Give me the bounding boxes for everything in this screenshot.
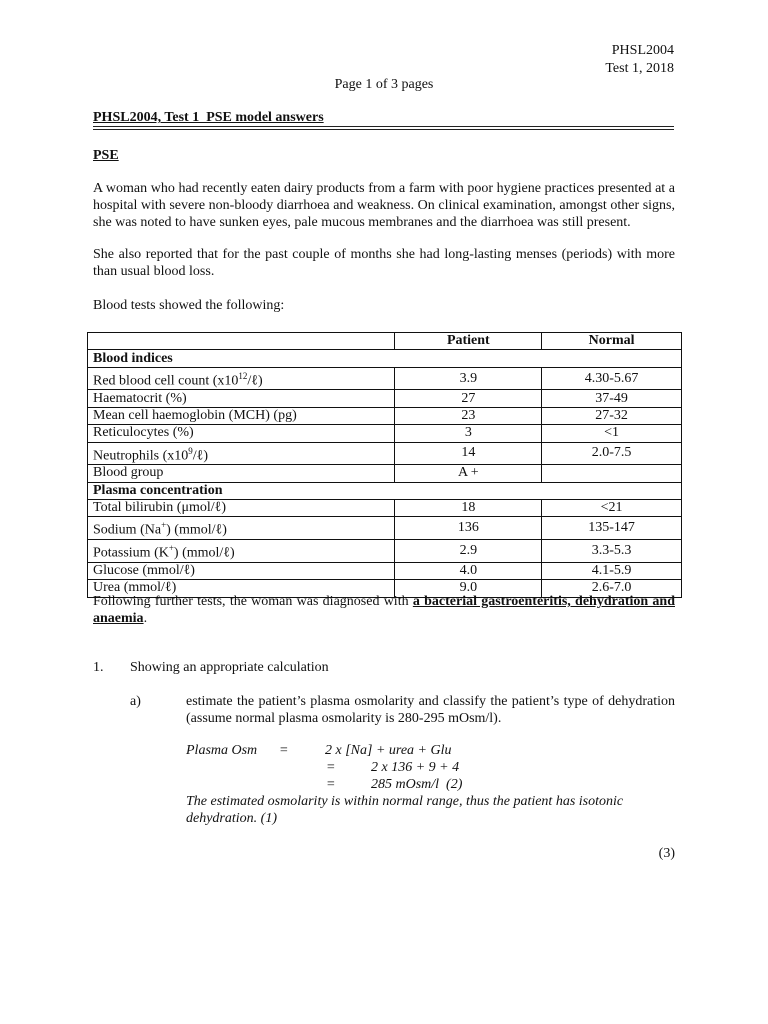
blood-test-table <box>87 332 682 598</box>
calc-eq-1: = <box>279 743 289 758</box>
normal-range-cell: <1 <box>542 425 682 442</box>
diagnosis-emphasis: a bacterial gastroenteritis, dehydration and anaemia <box>93 594 675 626</box>
part-label: a) <box>130 694 141 709</box>
measure-unit: ) (mmol/ℓ) <box>173 545 235 561</box>
normal-range-cell: 4.30-5.67 <box>542 367 682 390</box>
calc-line-2: 2 x 136 + 9 + 4 <box>371 760 460 775</box>
measure-name: Glucose (mmol/ℓ) <box>93 562 195 578</box>
measure-name: Sodium (Na <box>93 523 162 539</box>
measure-name: Urea (mmol/ℓ) <box>93 580 177 596</box>
course-code: PHSL2004 <box>611 43 674 58</box>
table-row <box>88 407 682 424</box>
page-number: Page 1 of 3 pages <box>334 77 434 92</box>
table-row <box>88 517 682 540</box>
patient-value-cell: 23 <box>395 407 542 424</box>
table-row <box>88 465 682 482</box>
measure-unit-superscript: + <box>168 543 174 554</box>
header-cell-normal: Normal <box>542 333 682 350</box>
normal-range-cell: 135-147 <box>542 517 682 540</box>
question-number: 1. <box>93 660 104 675</box>
section-header-row <box>88 482 682 499</box>
measure-unit: /ℓ) <box>192 448 209 464</box>
patient-value-cell: 3 <box>395 425 542 442</box>
patient-value-cell: 27 <box>395 390 542 407</box>
measure-name-cell <box>88 367 395 390</box>
section-heading: PSE <box>93 148 119 163</box>
document-title: PHSL2004, Test 1 PSE model answers <box>93 110 324 125</box>
measure-name-cell <box>88 465 395 482</box>
patient-value-cell: 18 <box>395 500 542 517</box>
measure-name: Neutrophils (x10 <box>93 448 189 464</box>
table-header-row <box>88 333 682 350</box>
measure-name: Mean cell haemoglobin (MCH) (pg) <box>93 408 297 424</box>
patient-value-cell: 2.9 <box>395 540 542 563</box>
measure-name: Haematocrit (%) <box>93 390 187 406</box>
marks: (3) <box>658 846 675 861</box>
table-row <box>88 367 682 390</box>
measure-name-cell <box>88 390 395 407</box>
measure-unit-superscript: 9 <box>188 445 193 456</box>
table-row <box>88 500 682 517</box>
section-header-cell: Plasma concentration <box>88 482 682 499</box>
measure-name: Total bilirubin (μmol/ℓ) <box>93 500 226 516</box>
table-row <box>88 442 682 465</box>
calc-label: Plasma Osm <box>186 743 258 758</box>
blood-tests-intro: Blood tests showed the following: <box>93 298 285 313</box>
section-header-cell: Blood indices <box>88 350 682 367</box>
diagnosis-prefix: Following further tests, the woman was diagnosed with <box>93 594 413 609</box>
calc-conclusion: The estimated osmolarity is within normal range, thus the patient has isotonic dehydration. (1) <box>186 794 624 826</box>
measure-name-cell <box>88 540 395 563</box>
normal-range-cell: <21 <box>542 500 682 517</box>
measure-name: Reticulocytes (%) <box>93 425 194 441</box>
patient-value-cell: 9.0 <box>395 580 542 597</box>
measure-name-cell <box>88 562 395 579</box>
calc-line-1: 2 x [Na] + urea + Glu <box>325 743 452 758</box>
normal-range-cell: 37-49 <box>542 390 682 407</box>
section-header-row <box>88 350 682 367</box>
measure-unit-superscript: + <box>161 520 167 531</box>
calc-eq-3: = <box>326 777 336 792</box>
measure-name: Blood group <box>93 465 164 481</box>
measure-name-cell <box>88 442 395 465</box>
table-row <box>88 390 682 407</box>
measure-name-cell <box>88 407 395 424</box>
measure-unit: /ℓ) <box>247 373 263 389</box>
normal-range-cell: 2.0-7.5 <box>542 442 682 465</box>
calc-line-3: 285 mOsm/l (2) <box>371 777 463 792</box>
calc-eq-2: = <box>326 760 336 775</box>
test-label: Test 1, 2018 <box>605 61 674 76</box>
question-prompt: Showing an appropriate calculation <box>130 660 329 675</box>
normal-range-cell: 3.3-5.3 <box>542 540 682 563</box>
measure-unit-superscript: 12 <box>238 370 248 381</box>
measure-unit: ) (mmol/ℓ) <box>166 523 227 539</box>
title-rule-bottom <box>93 129 674 130</box>
normal-range-cell: 27-32 <box>542 407 682 424</box>
measure-name-cell <box>88 517 395 540</box>
patient-value-cell: 3.9 <box>395 367 542 390</box>
title-rule-top <box>93 126 674 127</box>
table-row <box>88 562 682 579</box>
normal-range-cell <box>542 465 682 482</box>
case-paragraph-2: She also reported that for the past couple of months she had long-lasting menses (periods) with more than usual blood loss. <box>93 247 675 279</box>
patient-value-cell: A + <box>395 465 542 482</box>
normal-range-cell: 4.1-5.9 <box>542 562 682 579</box>
patient-value-cell: 14 <box>395 442 542 465</box>
table-row <box>88 540 682 563</box>
measure-name: Potassium (K <box>93 545 169 561</box>
diagnosis-text <box>93 594 675 628</box>
header-cell-blank <box>88 333 395 350</box>
patient-value-cell: 4.0 <box>395 562 542 579</box>
part-text: estimate the patient’s plasma osmolarity and classify the patient’s type of dehydration (assume normal plasma osmolarity is 280-295 mOsm/l). <box>186 694 675 726</box>
header-cell-patient: Patient <box>395 333 542 350</box>
measure-name: Red blood cell count (x10 <box>93 373 239 389</box>
table-row <box>88 425 682 442</box>
measure-name-cell <box>88 500 395 517</box>
blood-test-table-body <box>88 333 682 598</box>
measure-name-cell <box>88 425 395 442</box>
patient-value-cell: 136 <box>395 517 542 540</box>
diagnosis-suffix: . <box>143 610 148 626</box>
case-paragraph-1: A woman who had recently eaten dairy products from a farm with poor hygiene practices presented at a hospital with severe non-bloody diarrhoea and weakness. On clinical examination, amongst other signs, she was noted to have sunken eyes, pale mucous membranes and the diarrhoea was still present. <box>93 181 675 230</box>
normal-range-cell: 2.6-7.0 <box>542 580 682 597</box>
